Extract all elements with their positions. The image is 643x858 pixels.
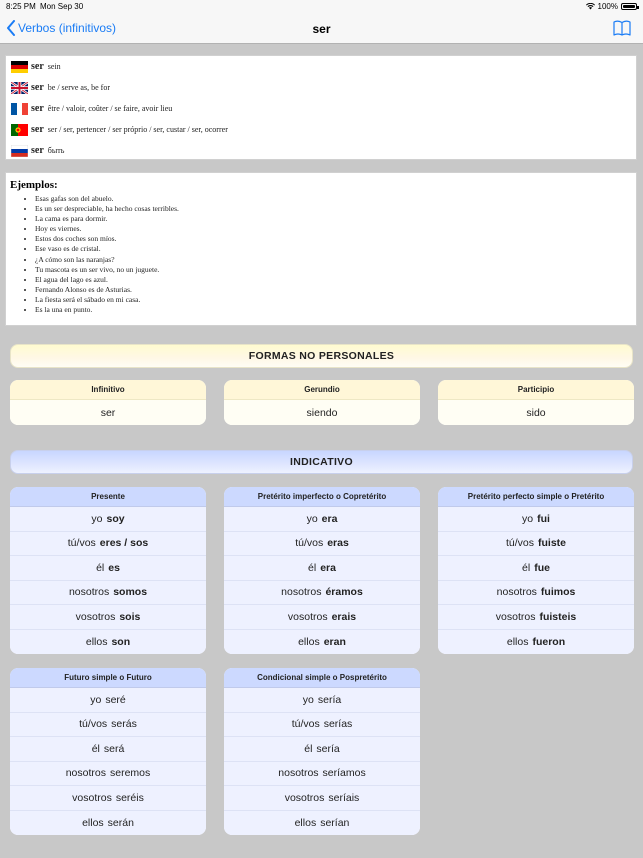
verb-form: sois — [119, 610, 141, 623]
france-flag-icon — [11, 103, 28, 115]
tense-title: Pretérito perfecto simple o Pretérito — [438, 487, 634, 507]
verb-form: fuimos — [540, 586, 576, 599]
pronoun: yo — [522, 512, 534, 525]
conjugation-row — [224, 737, 420, 762]
verb-form: serás — [111, 718, 137, 731]
conjugation-row — [224, 581, 420, 606]
portugal-flag-icon — [11, 124, 28, 136]
russia-flag-icon — [11, 145, 28, 157]
conjugation-row — [224, 556, 420, 581]
translation-row — [6, 56, 636, 77]
translation-word: ser — [31, 103, 44, 114]
verb-form: serán — [107, 816, 134, 829]
pronoun: yo — [302, 693, 314, 706]
example-item: • Hoy es viernes. — [35, 224, 632, 234]
pronoun: ellos — [82, 816, 104, 829]
conjugation-list — [10, 507, 206, 654]
pronoun: yo — [90, 693, 102, 706]
conjugation-row — [438, 556, 634, 581]
conjugation-row — [10, 688, 206, 713]
example-item: • Estos dos coches son míos. — [35, 234, 632, 244]
conjugation-row — [438, 630, 634, 655]
conjugation-row — [224, 811, 420, 836]
translation-text: sein — [47, 62, 61, 71]
pronoun: yo — [91, 512, 103, 525]
pronoun: ellos — [298, 635, 320, 648]
pronoun: yo — [306, 512, 318, 525]
verb-form: erais — [331, 610, 357, 623]
pronoun: ellos — [294, 816, 317, 829]
tense-title: Futuro simple o Futuro — [10, 668, 206, 688]
conjugation-row — [10, 713, 206, 738]
conjugation-row — [438, 605, 634, 630]
verb-form: éramos — [325, 586, 363, 599]
pronoun: él — [96, 561, 105, 574]
card-title: Infinitivo — [10, 380, 206, 400]
example-item: • Es un ser despreciable, ha hecho cosas terribles. — [35, 204, 632, 214]
translation-row — [6, 98, 636, 119]
pronoun: nosotros — [496, 586, 537, 599]
pronoun: vosotros — [284, 791, 325, 804]
pronoun: tú/vos — [67, 537, 96, 550]
pronoun: tú/vos — [505, 537, 534, 550]
conjugation-row — [224, 507, 420, 532]
example-item: • Tu mascota es un ser vivo, no un juguete. — [35, 265, 632, 275]
tense-title: Pretérito imperfecto o Copretérito — [224, 487, 420, 507]
card-value: ser — [10, 400, 206, 425]
conjugation-row — [10, 811, 206, 836]
verb-form: seré — [105, 693, 126, 706]
verb-form: era — [320, 561, 336, 574]
example-item: • ¿A cómo son las naranjas? — [35, 255, 632, 265]
card-title: Participio — [438, 380, 634, 400]
example-item: • Fernando Alonso es de Asturias. — [35, 285, 632, 295]
card-value: sido — [438, 400, 634, 425]
conjugation-row — [10, 605, 206, 630]
infinitivo-card — [10, 380, 206, 425]
verb-form: somos — [113, 586, 148, 599]
pronoun: vosotros — [72, 791, 112, 804]
participio-card — [438, 380, 634, 425]
pronoun: ellos — [506, 635, 529, 648]
translations-panel — [5, 55, 637, 160]
verb-form: sería — [316, 742, 340, 755]
example-item: • Es la una en punto. — [35, 305, 632, 315]
translation-row — [6, 119, 636, 140]
tense-card-imperfecto — [224, 487, 420, 654]
back-button-label: Verbos (infinitivos) — [18, 21, 117, 35]
conjugation-row — [224, 532, 420, 557]
verb-form: es — [108, 561, 120, 574]
translation-text: être / valoir, coûter / se faire, avoir lieu — [47, 104, 173, 113]
pronoun: vosotros — [287, 610, 328, 623]
uk-flag-icon — [11, 82, 28, 94]
verb-form: fuiste — [538, 537, 567, 550]
translation-word: ser — [31, 61, 44, 72]
verb-form: soy — [106, 512, 125, 525]
conjugation-list — [224, 688, 420, 835]
card-value: siendo — [224, 400, 420, 425]
conjugation-row — [438, 532, 634, 557]
germany-flag-icon — [11, 61, 28, 73]
tense-card-preterito — [438, 487, 634, 654]
verb-form: serían — [320, 816, 350, 829]
pronoun: él — [308, 561, 317, 574]
conjugation-row — [10, 581, 206, 606]
pronoun: nosotros — [65, 767, 106, 780]
pronoun: nosotros — [281, 586, 322, 599]
pronoun: nosotros — [278, 767, 319, 780]
conjugation-row — [10, 532, 206, 557]
battery-icon — [621, 3, 637, 10]
conjugation-row — [224, 605, 420, 630]
conjugation-row — [438, 507, 634, 532]
pronoun: vosotros — [75, 610, 116, 623]
translation-row — [6, 77, 636, 98]
examples-list — [10, 194, 632, 315]
verb-form: fui — [537, 512, 550, 525]
indicativo-header: INDICATIVO — [10, 450, 633, 474]
examples-panel — [5, 172, 637, 326]
conjugation-row — [224, 713, 420, 738]
conjugation-row — [10, 786, 206, 811]
navigation-bar — [0, 14, 643, 44]
conjugation-row — [10, 507, 206, 532]
conjugation-row — [10, 630, 206, 655]
verb-form: era — [321, 512, 338, 525]
formas-no-personales-header: FORMAS NO PERSONALES — [10, 344, 633, 368]
translation-text: ser / ser, pertencer / ser próprio / ser, custar / ser, ocorrer — [47, 125, 228, 134]
example-item: • La fiesta será el sábado en mi casa. — [35, 295, 632, 305]
tense-title: Presente — [10, 487, 206, 507]
status-bar — [0, 0, 643, 14]
tense-title: Condicional simple o Pospretérito — [224, 668, 420, 688]
book-icon[interactable] — [613, 20, 631, 36]
conjugation-row — [10, 556, 206, 581]
battery-percent: 100% — [597, 2, 618, 11]
status-time: 8:25 PM — [6, 2, 36, 11]
gerundio-card — [224, 380, 420, 425]
verb-form: será — [103, 742, 125, 755]
tense-card-presente — [10, 487, 206, 654]
translation-text: быть — [47, 146, 65, 155]
verb-form: fuisteis — [539, 610, 577, 623]
conjugation-row — [224, 786, 420, 811]
page-title: ser — [312, 22, 331, 36]
conjugation-list — [438, 507, 634, 654]
verb-form: serías — [323, 718, 353, 731]
translation-row — [6, 140, 636, 161]
conjugation-row — [10, 762, 206, 787]
examples-title: Ejemplos: — [10, 179, 58, 191]
verb-form: sería — [317, 693, 342, 706]
verb-form: seremos — [110, 767, 151, 780]
translation-word: ser — [31, 145, 44, 156]
conjugation-row — [224, 630, 420, 655]
pronoun: vosotros — [495, 610, 536, 623]
conjugation-row — [438, 581, 634, 606]
translation-word: ser — [31, 82, 44, 93]
pronoun: él — [304, 742, 313, 755]
pronoun: él — [91, 742, 100, 755]
verb-form: fueron — [532, 635, 566, 648]
verb-form: seríamos — [322, 767, 366, 780]
example-item: • Ese vaso es de cristal. — [35, 244, 632, 254]
verb-form: seríais — [328, 791, 360, 804]
verb-form: eran — [323, 635, 346, 648]
pronoun: ellos — [85, 635, 108, 648]
verb-form: seréis — [115, 791, 144, 804]
conjugation-list — [10, 688, 206, 835]
example-item: • Esas gafas son del abuelo. — [35, 194, 632, 204]
pronoun: tú/vos — [79, 718, 108, 731]
card-title: Gerundio — [224, 380, 420, 400]
pronoun: nosotros — [68, 586, 110, 599]
conjugation-row — [10, 737, 206, 762]
example-item: • El agua del lago es azul. — [35, 275, 632, 285]
verb-form: eres / sos — [99, 537, 149, 550]
tense-card-condicional — [224, 668, 420, 835]
wifi-icon — [586, 3, 595, 10]
pronoun: tú/vos — [291, 718, 320, 731]
status-date: Mon Sep 30 — [40, 2, 84, 11]
verb-form: eras — [327, 537, 349, 550]
pronoun: él — [522, 561, 531, 574]
conjugation-row — [224, 688, 420, 713]
tense-card-futuro — [10, 668, 206, 835]
status-indicators — [586, 2, 637, 11]
example-item: • La cama es para dormir. — [35, 214, 632, 224]
verb-form: son — [111, 635, 131, 648]
conjugation-row — [224, 762, 420, 787]
pronoun: tú/vos — [295, 537, 324, 550]
conjugation-list — [224, 507, 420, 654]
translation-word: ser — [31, 124, 44, 135]
translation-text: be / serve as, be for — [47, 83, 110, 92]
verb-form: fue — [534, 561, 550, 574]
